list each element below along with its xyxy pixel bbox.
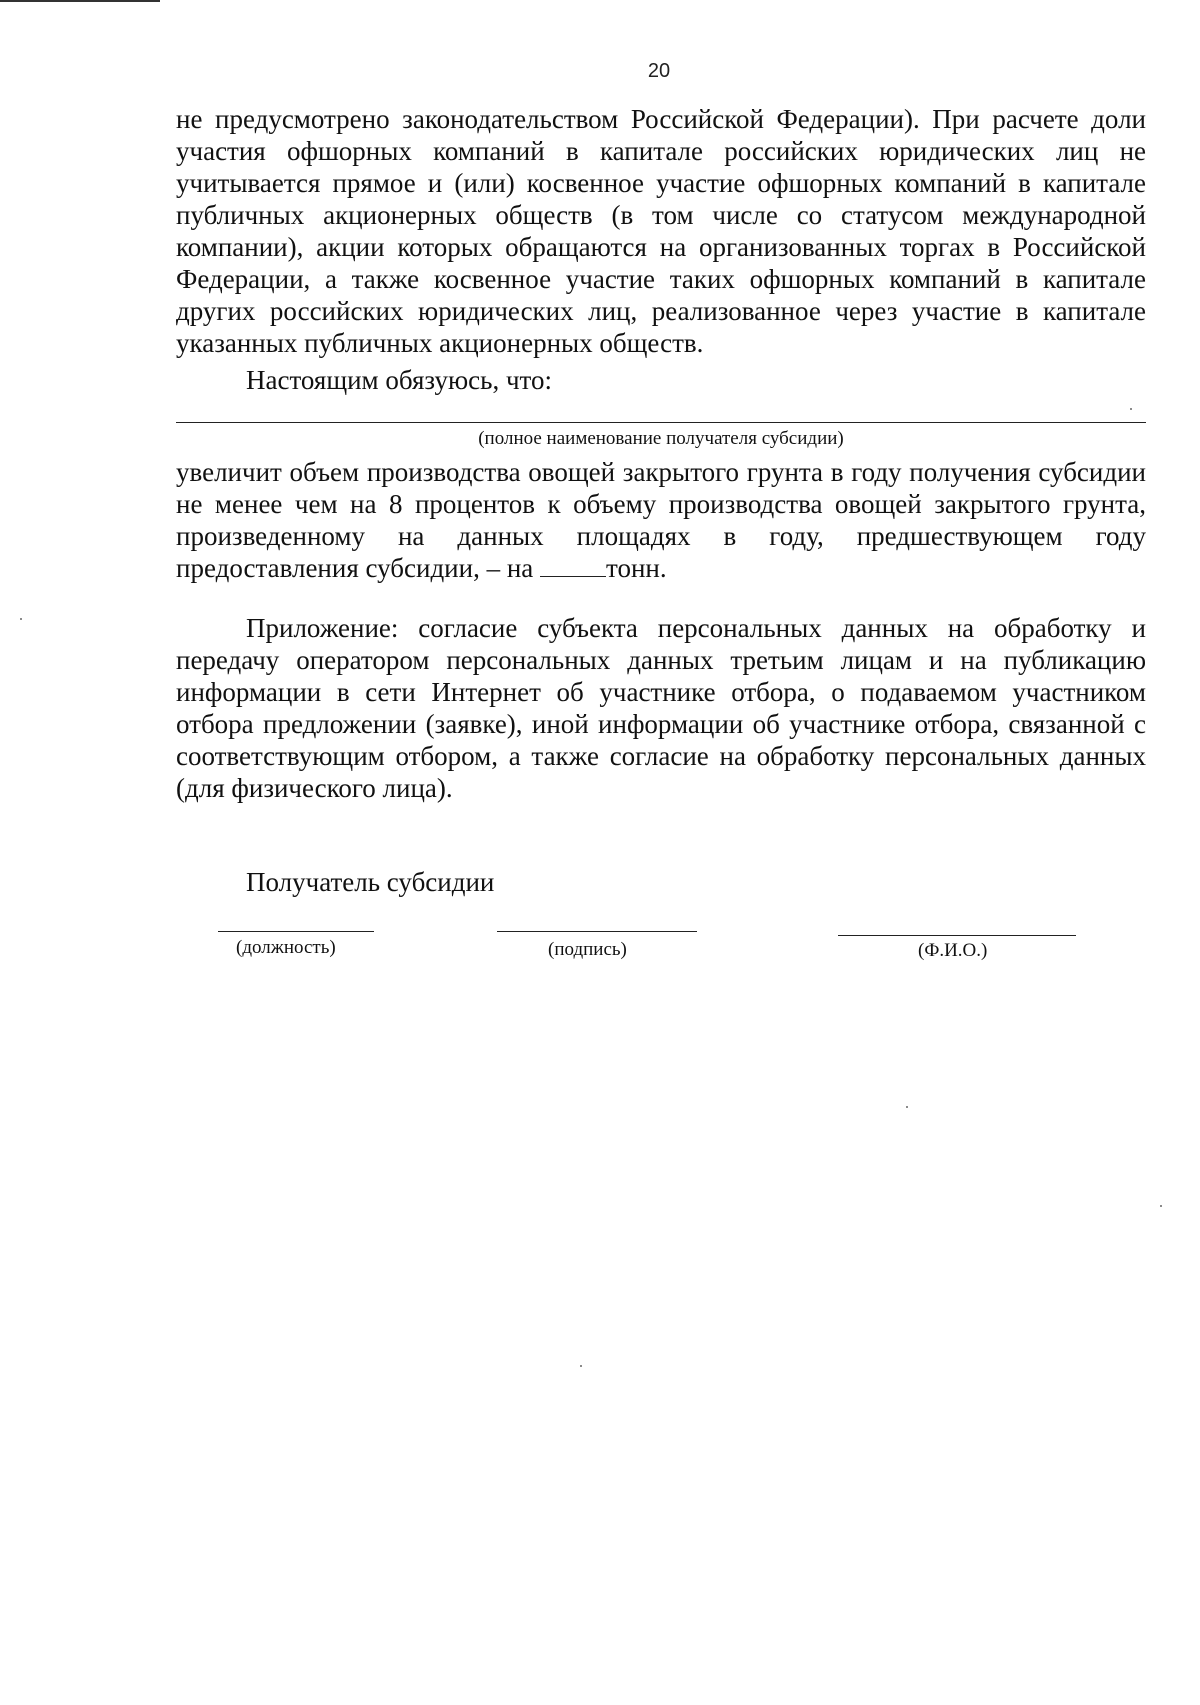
scan-speck [1130,408,1132,410]
paragraph-text-start: увеличит объем производства овощей закрытого грунта в году получения субсидии не менее чем на 8 процентов к объему производства овощей закрытого грунта, произведенному на данных площадях в году, предшествующем году предоставления субсидии, – на [176,457,1146,583]
scan-speck [20,618,22,620]
scan-speck [1160,1205,1162,1207]
full-name-caption: (Ф.И.О.) [918,940,988,961]
attachment-paragraph [176,612,1146,804]
paragraph-text: Настоящим обязуюсь, что: [246,365,552,395]
position-caption: (должность) [236,937,336,958]
paragraph-text: Приложение: согласие субъекта персональных данных на обработку и передачу оператором персональных данных третьим лицам и на публикацию информации в сети Интернет об участнике отбора, о подаваемом участником отбора предложении (заявке), иной информации об участнике отбора, связанной с соответствующим отбором, а также согласие на обработку персональных данных (для физического лица). [176,613,1146,803]
recipient-name-caption: (полное наименование получателя субсидии) [478,428,844,449]
scan-speck [906,1106,908,1108]
production-increase-paragraph [176,456,1146,584]
recipient-name-line [176,422,1146,423]
paragraph-text [176,456,1146,584]
tonnage-blank [540,554,606,577]
paragraph-text: не предусмотрено законодательством Российской Федерации). При расчете доли участия офшорных компаний в капитале российских юридических лиц не учитывается прямое и (или) косвенное участие офшорных компаний в капитале публичных акционерных обществ (в том числе со статусом международной компании), акции которых обращаются на организованных торгах в Российской Федерации, а также косвенное участие таких офшорных компаний в капитале других российских юридических лиц, реализованное через участие в капитале указанных публичных акционерных обществ. [176,104,1146,358]
recipient-label [246,866,846,898]
paragraph-text: Получатель субсидии [246,867,495,897]
page-number: 20 [647,60,671,82]
scan-speck [580,1365,582,1367]
paragraph-text-end: тонн. [606,553,667,583]
position-line [218,931,374,932]
full-name-line [838,935,1076,936]
scan-edge-mark [0,0,160,2]
offshore-participation-paragraph [176,103,1146,359]
signature-line [497,931,697,932]
obligation-intro [176,364,1146,396]
signature-caption: (подпись) [548,939,627,960]
